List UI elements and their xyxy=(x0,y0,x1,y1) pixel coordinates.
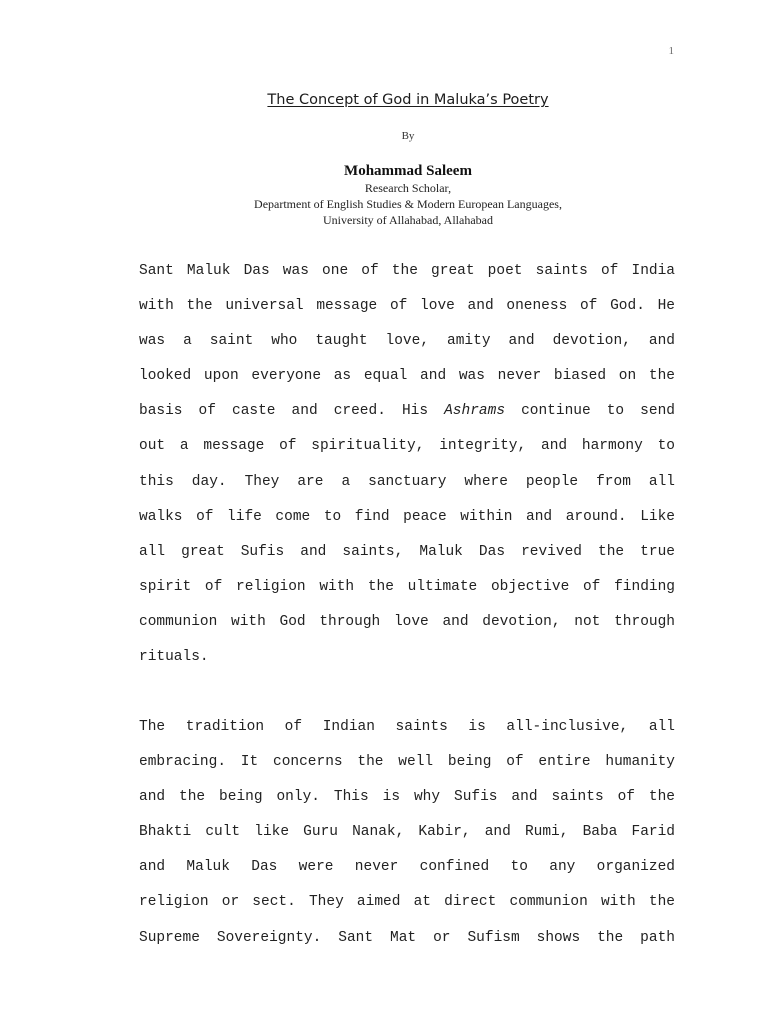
paragraph-line: walks of life come to find peace within and around. Like xyxy=(139,508,675,525)
line-text: basis of caste and creed. His xyxy=(139,403,445,420)
document-title: The Concept of God in Maluka’s Poetry xyxy=(267,92,549,108)
paragraph-line-with-emphasis xyxy=(139,394,675,429)
paragraph-line: Sant Maluk Das was one of the great poet saints of India xyxy=(139,263,675,279)
author-department: Department of English Studies & Modern European Languages, xyxy=(254,197,562,211)
paragraph-line: looked upon everyone as equal and was never biased on the xyxy=(139,368,675,385)
paragraph-2 xyxy=(139,710,675,956)
paragraph-line: embracing. It concerns the well being of entire humanity xyxy=(139,754,675,771)
author-university: University of Allahabad, Allahabad xyxy=(323,213,493,227)
paragraph-line: religion or sect. They aimed at direct communion with the xyxy=(139,894,675,911)
paragraph-line: The tradition of Indian saints is all-inclusive, all xyxy=(139,719,675,735)
paragraph-line: this day. They are a sanctuary where people from all xyxy=(139,473,675,490)
paragraph-line: was a saint who taught love, amity and devotion, and xyxy=(139,333,675,350)
byline: By xyxy=(401,130,415,142)
paragraph-line: and Maluk Das were never confined to any organized xyxy=(139,859,675,876)
paragraph-line: spirit of religion with the ultimate objective of finding xyxy=(139,578,675,595)
paragraph-line: rituals. xyxy=(139,649,209,666)
line-text: continue to send xyxy=(505,403,675,420)
paragraph-line: Supreme Sovereignty. Sant Mat or Sufism shows the path xyxy=(139,929,675,946)
paragraph-line: all great Sufis and saints, Maluk Das revived the true xyxy=(139,543,675,560)
author-role: Research Scholar, xyxy=(364,181,452,195)
paragraph-1 xyxy=(139,254,675,675)
paragraph-line: and the being only. This is why Sufis and saints of the xyxy=(139,789,675,806)
paragraph-line: Bhakti cult like Guru Nanak, Kabir, and Rumi, Baba Farid xyxy=(139,824,675,841)
paragraph-line: with the universal message of love and oneness of God. He xyxy=(139,298,675,315)
author-name: Mohammad Saleem xyxy=(344,163,472,179)
emphasis-ashrams: Ashrams xyxy=(444,403,506,420)
paragraph-line: out a message of spirituality, integrity, and harmony to xyxy=(139,438,675,455)
page-number: 1 xyxy=(668,45,674,57)
paragraph-line: communion with God through love and devotion, not through xyxy=(139,613,675,630)
